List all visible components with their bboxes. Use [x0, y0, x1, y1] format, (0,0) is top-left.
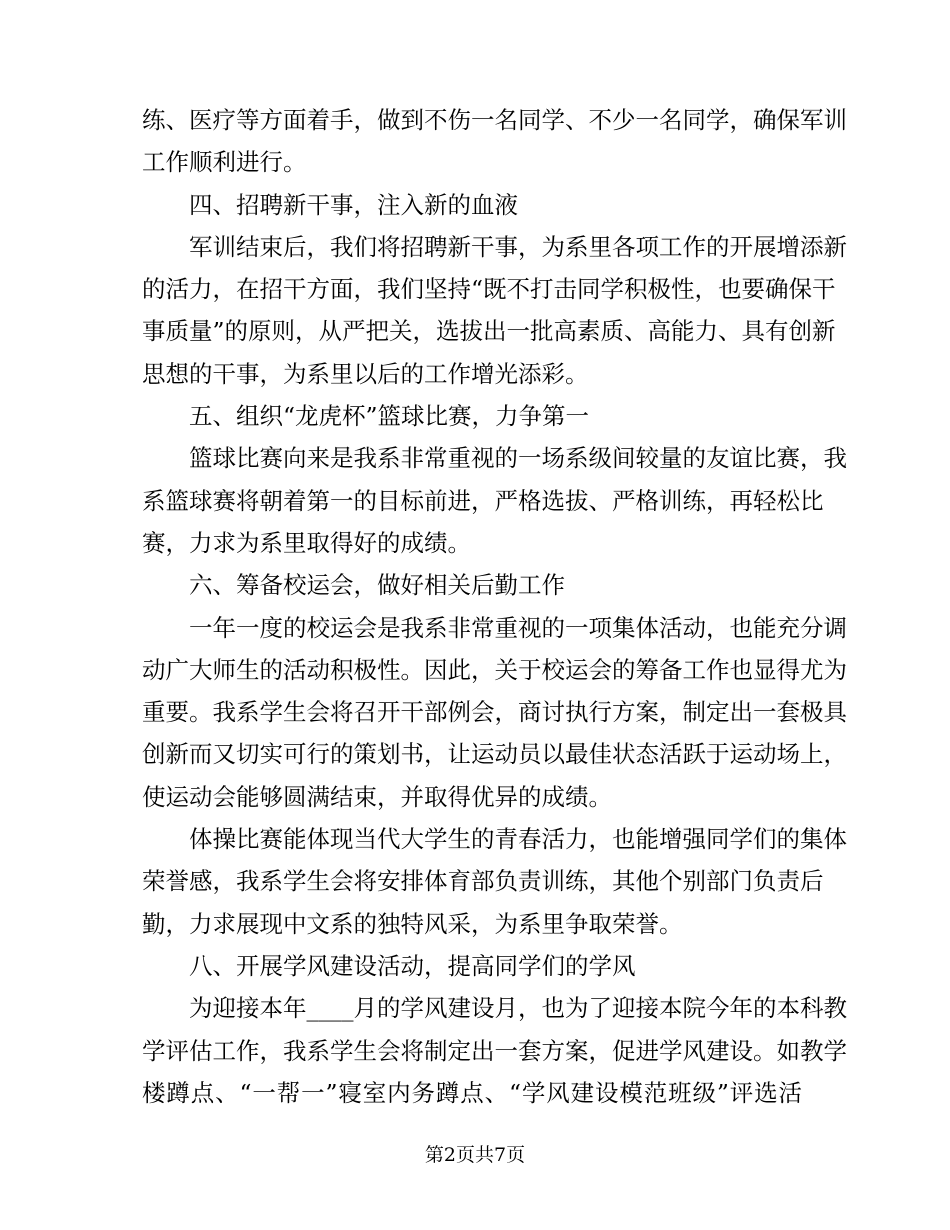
text-line: 四、招聘新干事，注入新的血液 [189, 190, 518, 219]
text-line: 练、医疗等方面着手，做到不伤一名同学、不少一名同学，确保军训 [142, 106, 847, 134]
text-line: 重要。我系学生会将召开干部例会，商讨执行方案，制定出一套极具 [142, 698, 847, 727]
text-line: 创新而又切实可行的策划书，让运动员以最佳状态活跃于运动场上， [142, 740, 847, 769]
text-line: 使运动会能够圆满结束，并取得优异的成绩。 [142, 782, 612, 811]
page-number: 第2页共7页 [424, 1144, 526, 1166]
text-line: 思想的干事，为系里以后的工作增光添彩。 [142, 359, 589, 388]
text-line: 楼蹲点、“一帮一”寝室内务蹲点、“学风建设模范班级”评选活 [142, 1078, 802, 1107]
text-line: 荣誉感，我系学生会将安排体育部负责训练，其他个别部门负责后 [142, 867, 824, 896]
text-line: 学评估工作，我系学生会将制定出一套方案，促进学风建设。如教学 [142, 1036, 847, 1065]
text-line: 勤，力求展现中文系的独特风采，为系里争取荣誉。 [142, 909, 683, 938]
text-line: 军训结束后，我们将招聘新干事，为系里各项工作的开展增添新 [189, 232, 847, 261]
text-line: 的活力，在招干方面，我们坚持“既不打击同学积极性，也要确保干 [142, 275, 836, 304]
text-line: 一年一度的校运会是我系非常重视的一项集体活动，也能充分调 [189, 613, 847, 642]
document-body [142, 99, 847, 1114]
text-line: 动广大师生的活动积极性。因此，关于校运会的筹备工作也显得尤为 [142, 655, 847, 684]
text-line: 五、组织“龙虎杯”篮球比赛，力争第一 [189, 402, 590, 431]
text-line: 八、开展学风建设活动，提高同学们的学风 [189, 951, 636, 980]
text-line: 六、筹备校运会，做好相关后勤工作 [189, 571, 565, 600]
text-line: 系篮球赛将朝着第一的目标前进，严格选拔、严格训练，再轻松比 [142, 486, 824, 515]
text-line: 篮球比赛向来是我系非常重视的一场系级间较量的友谊比赛，我 [189, 444, 847, 473]
text-line: 事质量”的原则，从严把关，选拔出一批高素质、高能力、具有创新 [142, 317, 836, 346]
text-line: 赛，力求为系里取得好的成绩。 [142, 528, 471, 557]
text-line: 体操比赛能体现当代大学生的青春活力，也能增强同学们的集体 [189, 825, 847, 854]
text-line: 工作顺利进行。 [142, 148, 307, 177]
text-line: 为迎接本年____月的学风建设月，也为了迎接本院今年的本科教 [189, 994, 847, 1023]
